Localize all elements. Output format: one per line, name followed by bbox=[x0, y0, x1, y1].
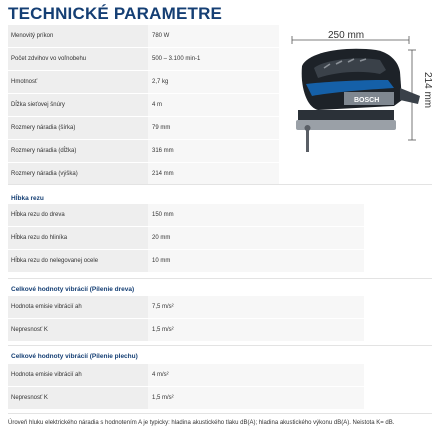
spec-label: Hĺbka rezu do dreva bbox=[8, 204, 148, 227]
divider bbox=[8, 278, 432, 279]
table-row bbox=[8, 296, 364, 319]
spec-value: 1,5 m/s² bbox=[148, 387, 364, 410]
spec-label: Hodnota emisie vibrácií ah bbox=[8, 296, 148, 319]
spec-label: Rozmery náradia (dĺžka) bbox=[8, 140, 148, 163]
noise-note: Úroveň hluku elektrického náradia s hodnotením A je typicky: hladina akustického tlaku dB(A); hladina akustického výkonu dB(A). Neistota K= dB. bbox=[8, 420, 395, 426]
table-row bbox=[8, 48, 279, 71]
spec-value: 10 mm bbox=[148, 250, 364, 273]
divider bbox=[8, 413, 432, 414]
spec-value: 780 W bbox=[148, 25, 279, 48]
spec-label: Dĺžka sieťovej šnúry bbox=[8, 94, 148, 117]
spec-value: 500 – 3.100 min-1 bbox=[148, 48, 279, 71]
divider bbox=[8, 184, 432, 185]
table-row bbox=[8, 250, 364, 273]
table-row bbox=[8, 364, 364, 387]
section-title-cut-depth: Hĺbka rezu bbox=[11, 195, 44, 202]
table-row bbox=[8, 140, 279, 163]
table-row bbox=[8, 94, 279, 117]
spec-label: Hmotnosť bbox=[8, 71, 148, 94]
spec-value: 316 mm bbox=[148, 140, 279, 163]
spec-label: Nepresnosť K bbox=[8, 319, 148, 342]
height-dimension-label: 214 mm bbox=[422, 72, 433, 109]
spec-value: 79 mm bbox=[148, 117, 279, 140]
spec-label: Počet zdvihov vo voľnobehu bbox=[8, 48, 148, 71]
spec-value: 4 m/s² bbox=[148, 364, 364, 387]
table-row bbox=[8, 163, 279, 186]
spec-value: 1,5 m/s² bbox=[148, 319, 364, 342]
divider bbox=[8, 345, 432, 346]
spec-label: Rozmery náradia (výška) bbox=[8, 163, 148, 186]
vibration-wood-table bbox=[8, 296, 364, 342]
vibration-sheet-table bbox=[8, 364, 364, 410]
section-title-vibration-wood: Celkové hodnoty vibrácií (Pílenie dreva) bbox=[11, 286, 135, 293]
spec-label: Menovitý príkon bbox=[8, 25, 148, 48]
table-row bbox=[8, 319, 364, 342]
table-row bbox=[8, 227, 364, 250]
spec-value: 4 m bbox=[148, 94, 279, 117]
spec-label: Hodnota emisie vibrácií ah bbox=[8, 364, 148, 387]
spec-value: 214 mm bbox=[148, 163, 279, 186]
spec-value: 7,5 m/s² bbox=[148, 296, 364, 319]
table-row bbox=[8, 71, 279, 94]
brand-logo: BOSCH bbox=[354, 97, 380, 104]
spec-label: Hĺbka rezu do hliníka bbox=[8, 227, 148, 250]
cut-depth-table bbox=[8, 204, 364, 273]
section-title-vibration-sheet: Celkové hodnoty vibrácií (Pílenie plechu) bbox=[11, 353, 138, 360]
table-row bbox=[8, 204, 364, 227]
spec-table bbox=[8, 25, 279, 186]
table-row bbox=[8, 25, 279, 48]
spec-value: 2,7 kg bbox=[148, 71, 279, 94]
spec-value: 150 mm bbox=[148, 204, 364, 227]
spec-label: Rozmery náradia (šírka) bbox=[8, 117, 148, 140]
product-image bbox=[284, 28, 434, 158]
table-row bbox=[8, 387, 364, 410]
page-title: TECHNICKÉ PARAMETRE bbox=[8, 4, 223, 23]
spec-label: Nepresnosť K bbox=[8, 387, 148, 410]
table-row bbox=[8, 117, 279, 140]
spec-value: 20 mm bbox=[148, 227, 364, 250]
width-dimension-label: 250 mm bbox=[328, 30, 365, 41]
spec-label: Hĺbka rezu do nelegovanej ocele bbox=[8, 250, 148, 273]
